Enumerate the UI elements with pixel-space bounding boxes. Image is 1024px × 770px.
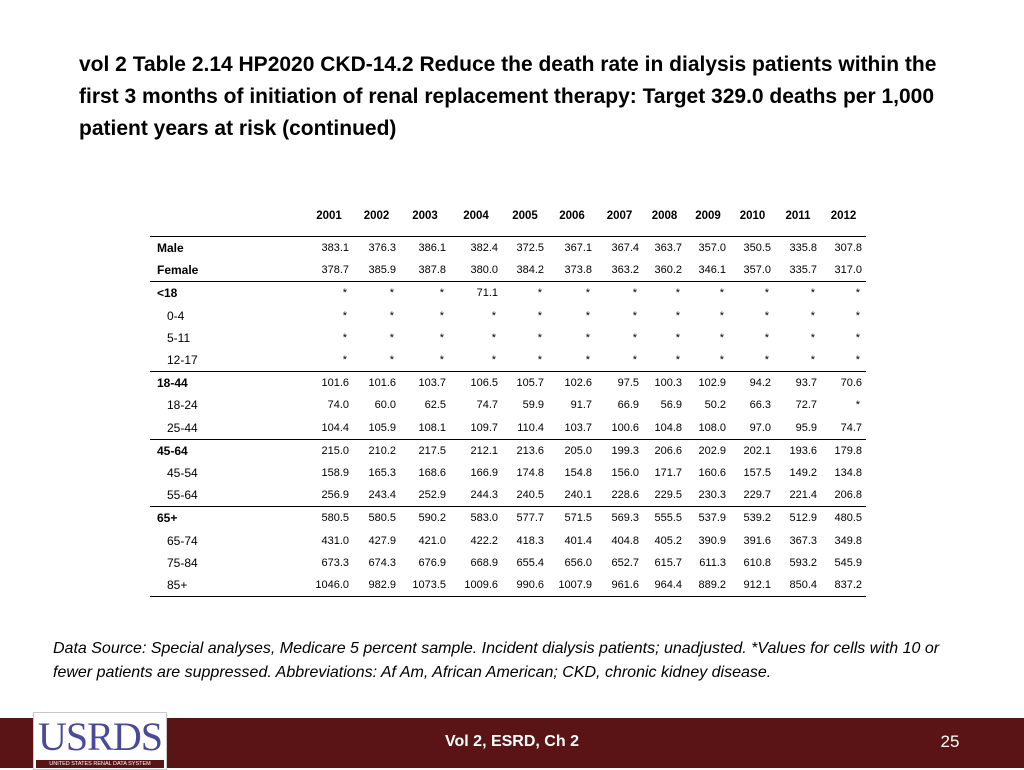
table-cell: * xyxy=(585,309,590,322)
table-cell: * xyxy=(775,282,821,305)
table-cell: 206.8 xyxy=(834,489,862,502)
table-cell: 205.0 xyxy=(548,439,596,462)
table-cell: 252.9 xyxy=(418,489,446,502)
table-cell: 611.3 xyxy=(699,556,726,569)
table-cell: 555.5 xyxy=(643,507,686,530)
table-cell: 105.7 xyxy=(502,372,548,395)
table-cell: 101.6 xyxy=(353,372,400,395)
table-cell: 199.3 xyxy=(596,439,643,462)
table-cell: * xyxy=(810,354,815,367)
row-label: 18-24 xyxy=(167,398,198,413)
row-label: 75-84 xyxy=(167,555,198,570)
table-cell: 179.8 xyxy=(821,439,866,462)
table-cell: 676.9 xyxy=(418,556,446,569)
table-cell: 94.2 xyxy=(730,372,775,395)
table-cell: 100.6 xyxy=(611,421,639,434)
table-cell: * xyxy=(821,282,866,305)
table-cell: 367.4 xyxy=(596,237,643,260)
table-cell: * xyxy=(675,354,680,367)
table-cell: 673.3 xyxy=(321,556,349,569)
table-cell: 206.6 xyxy=(643,439,686,462)
table-cell: * xyxy=(537,309,542,322)
table-cell: 889.2 xyxy=(686,574,730,597)
table-cell: 154.8 xyxy=(564,466,592,479)
table-cell: 837.2 xyxy=(821,574,866,597)
table-cell: 149.2 xyxy=(789,466,817,479)
table-cell: 964.4 xyxy=(643,574,686,597)
table-cell: 193.6 xyxy=(775,439,821,462)
table-cell: * xyxy=(491,354,496,367)
table-cell: * xyxy=(686,282,730,305)
table-cell: 349.8 xyxy=(834,534,862,547)
table-cell: 580.5 xyxy=(353,507,400,530)
row-label: 25-44 xyxy=(167,420,198,435)
table-row xyxy=(150,484,866,507)
row-label: 85+ xyxy=(150,574,305,597)
row-label: 65+ xyxy=(150,507,305,530)
table-cell: 539.2 xyxy=(730,507,775,530)
table-row xyxy=(150,574,866,597)
table-row xyxy=(150,237,866,260)
table-cell: * xyxy=(389,331,394,344)
table-cell: 346.1 xyxy=(698,264,726,277)
table-cell: 240.1 xyxy=(564,489,592,502)
table-cell: 545.9 xyxy=(834,556,862,569)
table-cell: 109.7 xyxy=(470,421,498,434)
table-cell: 168.6 xyxy=(418,466,446,479)
table-cell: * xyxy=(439,354,444,367)
table-cell: 590.2 xyxy=(400,507,450,530)
table-cell: * xyxy=(342,331,347,344)
table-cell: * xyxy=(764,331,769,344)
table-cell: * xyxy=(537,354,542,367)
table-cell: 405.2 xyxy=(654,534,682,547)
table-cell: * xyxy=(855,399,860,412)
table-cell: 91.7 xyxy=(570,399,592,412)
table-cell: 105.9 xyxy=(368,421,396,434)
table-cell: * xyxy=(491,309,496,322)
table-cell: 656.0 xyxy=(564,556,592,569)
table-cell: 213.6 xyxy=(502,439,548,462)
table-row xyxy=(150,462,866,484)
table-cell: * xyxy=(730,282,775,305)
table-cell: 850.4 xyxy=(775,574,821,597)
table-cell: 72.7 xyxy=(795,399,817,412)
table-cell: 401.4 xyxy=(564,534,592,547)
table-cell: 512.9 xyxy=(775,507,821,530)
table-cell: 93.7 xyxy=(775,372,821,395)
table-cell: 655.4 xyxy=(516,556,544,569)
table-cell: 378.7 xyxy=(321,264,349,277)
table-cell: 427.9 xyxy=(368,534,396,547)
table-cell: 100.3 xyxy=(643,372,686,395)
table-cell: 70.6 xyxy=(821,372,866,395)
table-cell: 97.0 xyxy=(749,421,771,434)
row-label: 18-44 xyxy=(150,372,305,395)
table-cell: * xyxy=(585,354,590,367)
table-cell: * xyxy=(439,331,444,344)
year-header: 2010 xyxy=(739,210,766,222)
table-body xyxy=(150,228,866,597)
year-header: 2005 xyxy=(512,210,538,222)
table-cell: 59.9 xyxy=(522,399,544,412)
table-cell: * xyxy=(596,282,643,305)
table-cell: 97.5 xyxy=(596,372,643,395)
table-cell: 74.7 xyxy=(840,421,862,434)
row-label: 65-74 xyxy=(167,533,198,548)
table-cell: 583.0 xyxy=(450,507,502,530)
table-cell: * xyxy=(855,331,860,344)
table-cell: 335.7 xyxy=(789,264,817,277)
table-cell: 982.9 xyxy=(353,574,400,597)
table-cell: 380.0 xyxy=(470,264,498,277)
table-cell: 384.2 xyxy=(516,264,544,277)
table-cell: 134.8 xyxy=(834,466,862,479)
table-cell: 571.5 xyxy=(548,507,596,530)
table-cell: * xyxy=(855,354,860,367)
table-cell: 95.9 xyxy=(795,421,817,434)
header-blank-cell xyxy=(150,204,305,228)
table-row xyxy=(150,394,866,416)
table-row xyxy=(150,305,866,327)
table-cell: 350.5 xyxy=(730,237,775,260)
table-cell: 668.9 xyxy=(470,556,498,569)
year-header: 2008 xyxy=(651,210,678,222)
table-cell: * xyxy=(764,309,769,322)
table-cell: 569.3 xyxy=(596,507,643,530)
table-cell: 421.0 xyxy=(418,534,446,547)
table-cell: * xyxy=(643,282,686,305)
table-cell: 652.7 xyxy=(611,556,639,569)
table-cell: 212.1 xyxy=(450,439,502,462)
table-cell: 103.7 xyxy=(400,372,450,395)
table-cell: 1046.0 xyxy=(305,574,353,597)
table-row xyxy=(150,529,866,551)
table-cell: 480.5 xyxy=(821,507,866,530)
logo-subtext: UNITED STATES RENAL DATA SYSTEM xyxy=(36,760,164,768)
table-cell: * xyxy=(342,309,347,322)
table-cell: 171.7 xyxy=(654,466,682,479)
table-cell: * xyxy=(305,282,353,305)
table-cell: 431.0 xyxy=(321,534,349,547)
table-cell: 106.5 xyxy=(450,372,502,395)
spacer-row xyxy=(150,228,866,237)
table-cell: 376.3 xyxy=(353,237,400,260)
table-cell: 74.0 xyxy=(327,399,349,412)
data-source-footnote: Data Source: Special analyses, Medicare 5 percent sample. Incident dialysis patients; unadjusted. *Values for cells with 10 or fewer patients are suppressed. Abbreviations: Af Am, African American; CKD, chronic kidney disease. xyxy=(53,640,940,681)
table-cell: * xyxy=(632,354,637,367)
row-label: 45-64 xyxy=(150,439,305,462)
table-cell: 610.8 xyxy=(743,556,771,569)
death-rate-table xyxy=(150,204,866,597)
table-cell: * xyxy=(389,309,394,322)
table-cell: 357.0 xyxy=(743,264,771,277)
row-label: 55-64 xyxy=(167,488,198,503)
table-cell: 104.4 xyxy=(321,421,349,434)
table-cell: 210.2 xyxy=(353,439,400,462)
table-cell: 372.5 xyxy=(502,237,548,260)
table-cell: 217.5 xyxy=(400,439,450,462)
table-cell: 244.3 xyxy=(470,489,498,502)
table-cell: 230.3 xyxy=(698,489,726,502)
table-cell: * xyxy=(342,354,347,367)
year-header: 2011 xyxy=(785,210,811,222)
table-cell: 157.5 xyxy=(743,466,771,479)
table-cell: 102.6 xyxy=(548,372,596,395)
table-cell: 674.3 xyxy=(368,556,396,569)
table-cell: 202.9 xyxy=(686,439,730,462)
table-cell: * xyxy=(400,282,450,305)
year-header: 2001 xyxy=(316,210,342,222)
table-row xyxy=(150,372,866,395)
table-cell: 307.8 xyxy=(821,237,866,260)
table-cell: 363.7 xyxy=(643,237,686,260)
table-cell: 390.9 xyxy=(698,534,726,547)
table-cell: * xyxy=(675,309,680,322)
table-cell: 382.4 xyxy=(450,237,502,260)
table-row xyxy=(150,349,866,372)
row-label: Male xyxy=(150,237,305,260)
year-header: 2003 xyxy=(412,210,438,222)
table-cell: 243.4 xyxy=(368,489,396,502)
table-cell: 593.2 xyxy=(789,556,817,569)
table-cell: 74.7 xyxy=(476,399,498,412)
table-row xyxy=(150,439,866,462)
table-cell: 387.8 xyxy=(418,264,446,277)
table-cell: 357.0 xyxy=(686,237,730,260)
table-cell: 166.9 xyxy=(470,466,498,479)
table-cell: 363.2 xyxy=(611,264,639,277)
footer-chapter-label: Vol 2, ESRD, Ch 2 xyxy=(445,733,579,750)
table-cell: 60.0 xyxy=(374,399,396,412)
table-cell: 104.8 xyxy=(654,421,682,434)
table-cell: * xyxy=(632,331,637,344)
table-cell: 317.0 xyxy=(834,264,862,277)
table-cell: 202.1 xyxy=(730,439,775,462)
table-cell: 62.5 xyxy=(424,399,446,412)
table-cell: 367.1 xyxy=(548,237,596,260)
table-cell: 422.2 xyxy=(470,534,498,547)
year-header: 2002 xyxy=(363,210,390,222)
table-cell: * xyxy=(502,282,548,305)
table-cell: * xyxy=(810,309,815,322)
year-header: 2006 xyxy=(559,210,585,222)
table-cell: 174.8 xyxy=(516,466,544,479)
table-cell: 1073.5 xyxy=(400,574,450,597)
table-cell: * xyxy=(719,354,724,367)
table-cell: 335.8 xyxy=(775,237,821,260)
table-cell: 101.6 xyxy=(305,372,353,395)
table-cell: 71.1 xyxy=(450,282,502,305)
year-header: 2004 xyxy=(463,210,489,222)
table-row xyxy=(150,282,866,305)
table-cell: 1009.6 xyxy=(450,574,502,597)
table-cell: * xyxy=(719,331,724,344)
table-cell: 229.5 xyxy=(654,489,682,502)
table-cell: 961.6 xyxy=(596,574,643,597)
table-cell: * xyxy=(764,354,769,367)
table-cell: 580.5 xyxy=(305,507,353,530)
table-cell: * xyxy=(675,331,680,344)
table-cell: 215.0 xyxy=(305,439,353,462)
table-cell: 165.3 xyxy=(368,466,396,479)
table-cell: 391.6 xyxy=(743,534,771,547)
table-cell: 418.3 xyxy=(516,534,544,547)
table-row xyxy=(150,552,866,574)
table-cell: * xyxy=(719,309,724,322)
table-cell: 66.3 xyxy=(749,399,771,412)
table-cell: 537.9 xyxy=(686,507,730,530)
table-cell: 360.2 xyxy=(654,264,682,277)
table-row xyxy=(150,259,866,282)
table-cell: * xyxy=(585,331,590,344)
table-cell: 367.3 xyxy=(789,534,817,547)
table-cell: 110.4 xyxy=(517,421,544,434)
table-cell: 102.9 xyxy=(686,372,730,395)
table-cell: 56.9 xyxy=(660,399,682,412)
table-cell: 383.1 xyxy=(305,237,353,260)
table-cell: 108.0 xyxy=(698,421,726,434)
year-header: 2009 xyxy=(695,210,721,222)
year-header: 2012 xyxy=(830,210,857,222)
row-label: 12-17 xyxy=(167,353,198,368)
row-label: 0-4 xyxy=(167,308,185,323)
table-cell: * xyxy=(632,309,637,322)
row-label: 5-11 xyxy=(167,330,191,345)
table-cell: * xyxy=(548,282,596,305)
table-cell: 108.1 xyxy=(418,421,446,434)
row-label: <18 xyxy=(150,282,305,305)
page-number: 25 xyxy=(940,732,960,751)
table-cell: * xyxy=(537,331,542,344)
table-cell: * xyxy=(810,331,815,344)
row-label: 45-54 xyxy=(167,465,198,480)
table-cell: * xyxy=(439,309,444,322)
table-cell: 373.8 xyxy=(564,264,592,277)
row-label: Female xyxy=(157,263,199,278)
year-header: 2007 xyxy=(606,210,633,222)
table-cell: 912.1 xyxy=(730,574,775,597)
table-cell: 103.7 xyxy=(564,421,592,434)
table-cell: 158.9 xyxy=(321,466,349,479)
table-cell: 990.6 xyxy=(502,574,548,597)
table-cell: 50.2 xyxy=(704,399,726,412)
table-cell: 577.7 xyxy=(502,507,548,530)
table-cell: 404.8 xyxy=(611,534,639,547)
table-cell: 385.9 xyxy=(368,264,396,277)
table-cell: 221.4 xyxy=(789,489,817,502)
table-row xyxy=(150,327,866,349)
table-cell: 228.6 xyxy=(611,489,639,502)
slide-title: vol 2 Table 2.14 HP2020 CKD-14.2 Reduce the death rate in dialysis patients within the first 3 months of initiation of renal replacement therapy: Target 329.0 deaths per 1,000 patient years at risk (continued) xyxy=(79,53,937,140)
table-cell: * xyxy=(389,354,394,367)
table-cell: 1007.9 xyxy=(548,574,596,597)
table-cell: 160.6 xyxy=(698,466,726,479)
table-cell: 229.7 xyxy=(743,489,771,502)
table-cell: * xyxy=(353,282,400,305)
table-cell: 66.9 xyxy=(617,399,639,412)
table-cell: 240.5 xyxy=(516,489,544,502)
logo-text: USRDS xyxy=(38,714,162,759)
table-row xyxy=(150,417,866,440)
table-cell: 386.1 xyxy=(400,237,450,260)
table-cell: 256.9 xyxy=(321,489,349,502)
table-row xyxy=(150,507,866,530)
table-cell: 156.0 xyxy=(611,466,639,479)
table-cell: 615.7 xyxy=(654,556,682,569)
year-header-row xyxy=(150,204,866,228)
table-cell: * xyxy=(855,309,860,322)
table-cell: * xyxy=(491,331,496,344)
